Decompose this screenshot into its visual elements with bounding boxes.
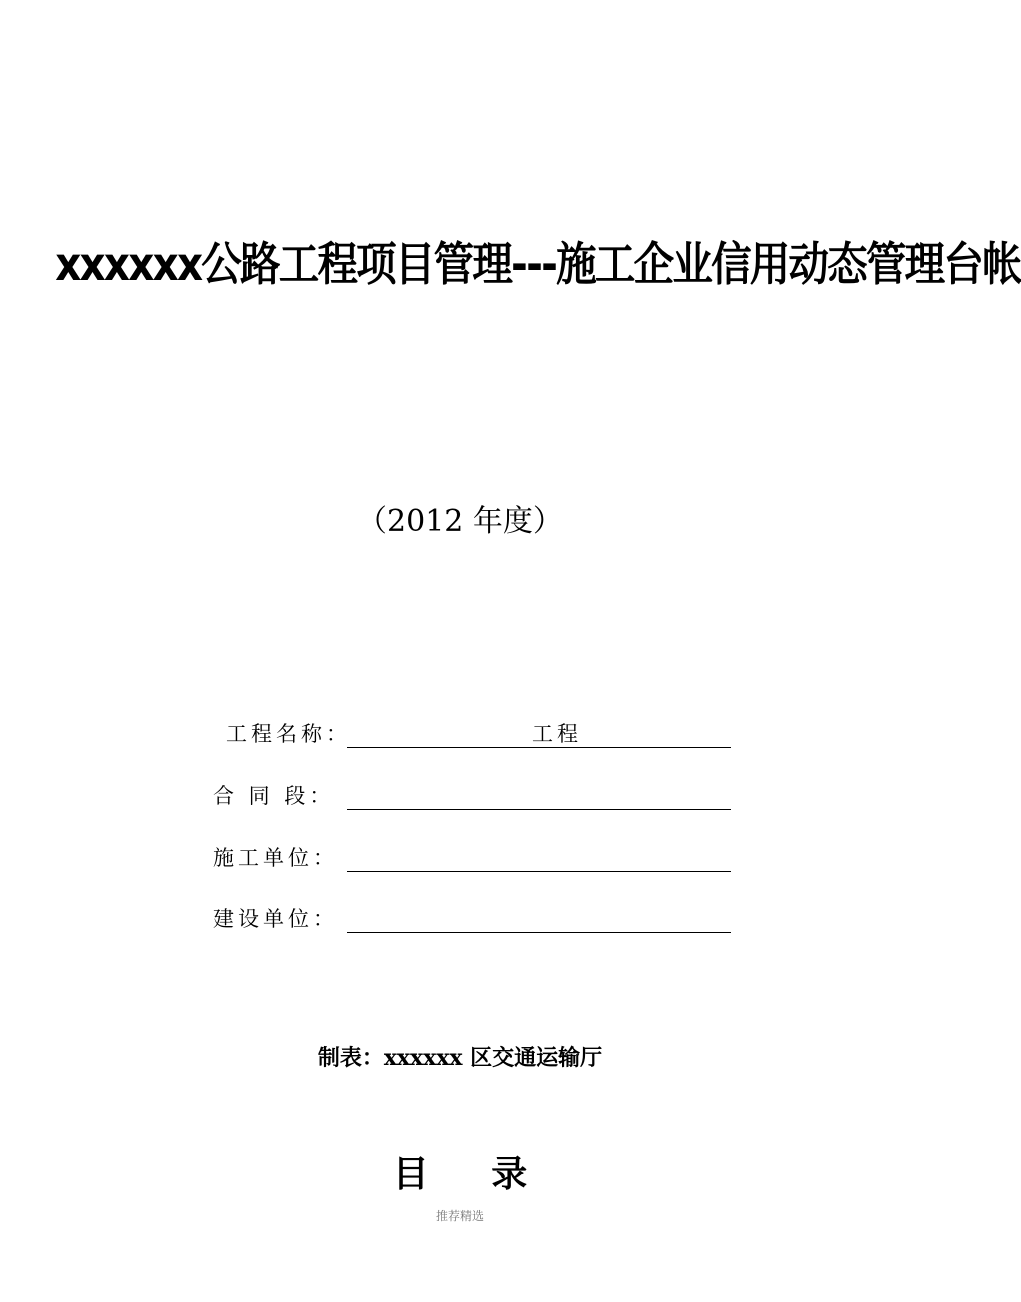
project-name-label: 工程名称：: [226, 722, 351, 746]
contract-section-label: 合 同 段：: [213, 784, 335, 808]
owner-unit-underline: [347, 932, 731, 933]
form-row-construction-unit: [0, 838, 920, 878]
construction-unit-label: 施工单位：: [213, 846, 338, 870]
prepared-by: 制表：xxxxxx 区交通运输厅: [317, 1045, 603, 1071]
toc-title: 目 录: [392, 1154, 528, 1195]
document-title: xxxxxx公路工程项目管理---施工企业信用动态管理台帐: [55, 237, 1021, 291]
construction-unit-underline: [347, 871, 731, 872]
year-label: （2012 年度）: [357, 504, 563, 539]
project-name-underline: [347, 747, 731, 748]
form-row-contract-section: [0, 776, 920, 816]
project-name-value[interactable]: 工程: [532, 722, 582, 746]
contract-section-underline: [347, 809, 731, 810]
form-row-owner-unit: [0, 899, 920, 939]
owner-unit-label: 建设单位：: [213, 907, 338, 931]
footer-note: 推荐精选: [435, 1209, 484, 1223]
form-row-project-name: [0, 714, 920, 754]
